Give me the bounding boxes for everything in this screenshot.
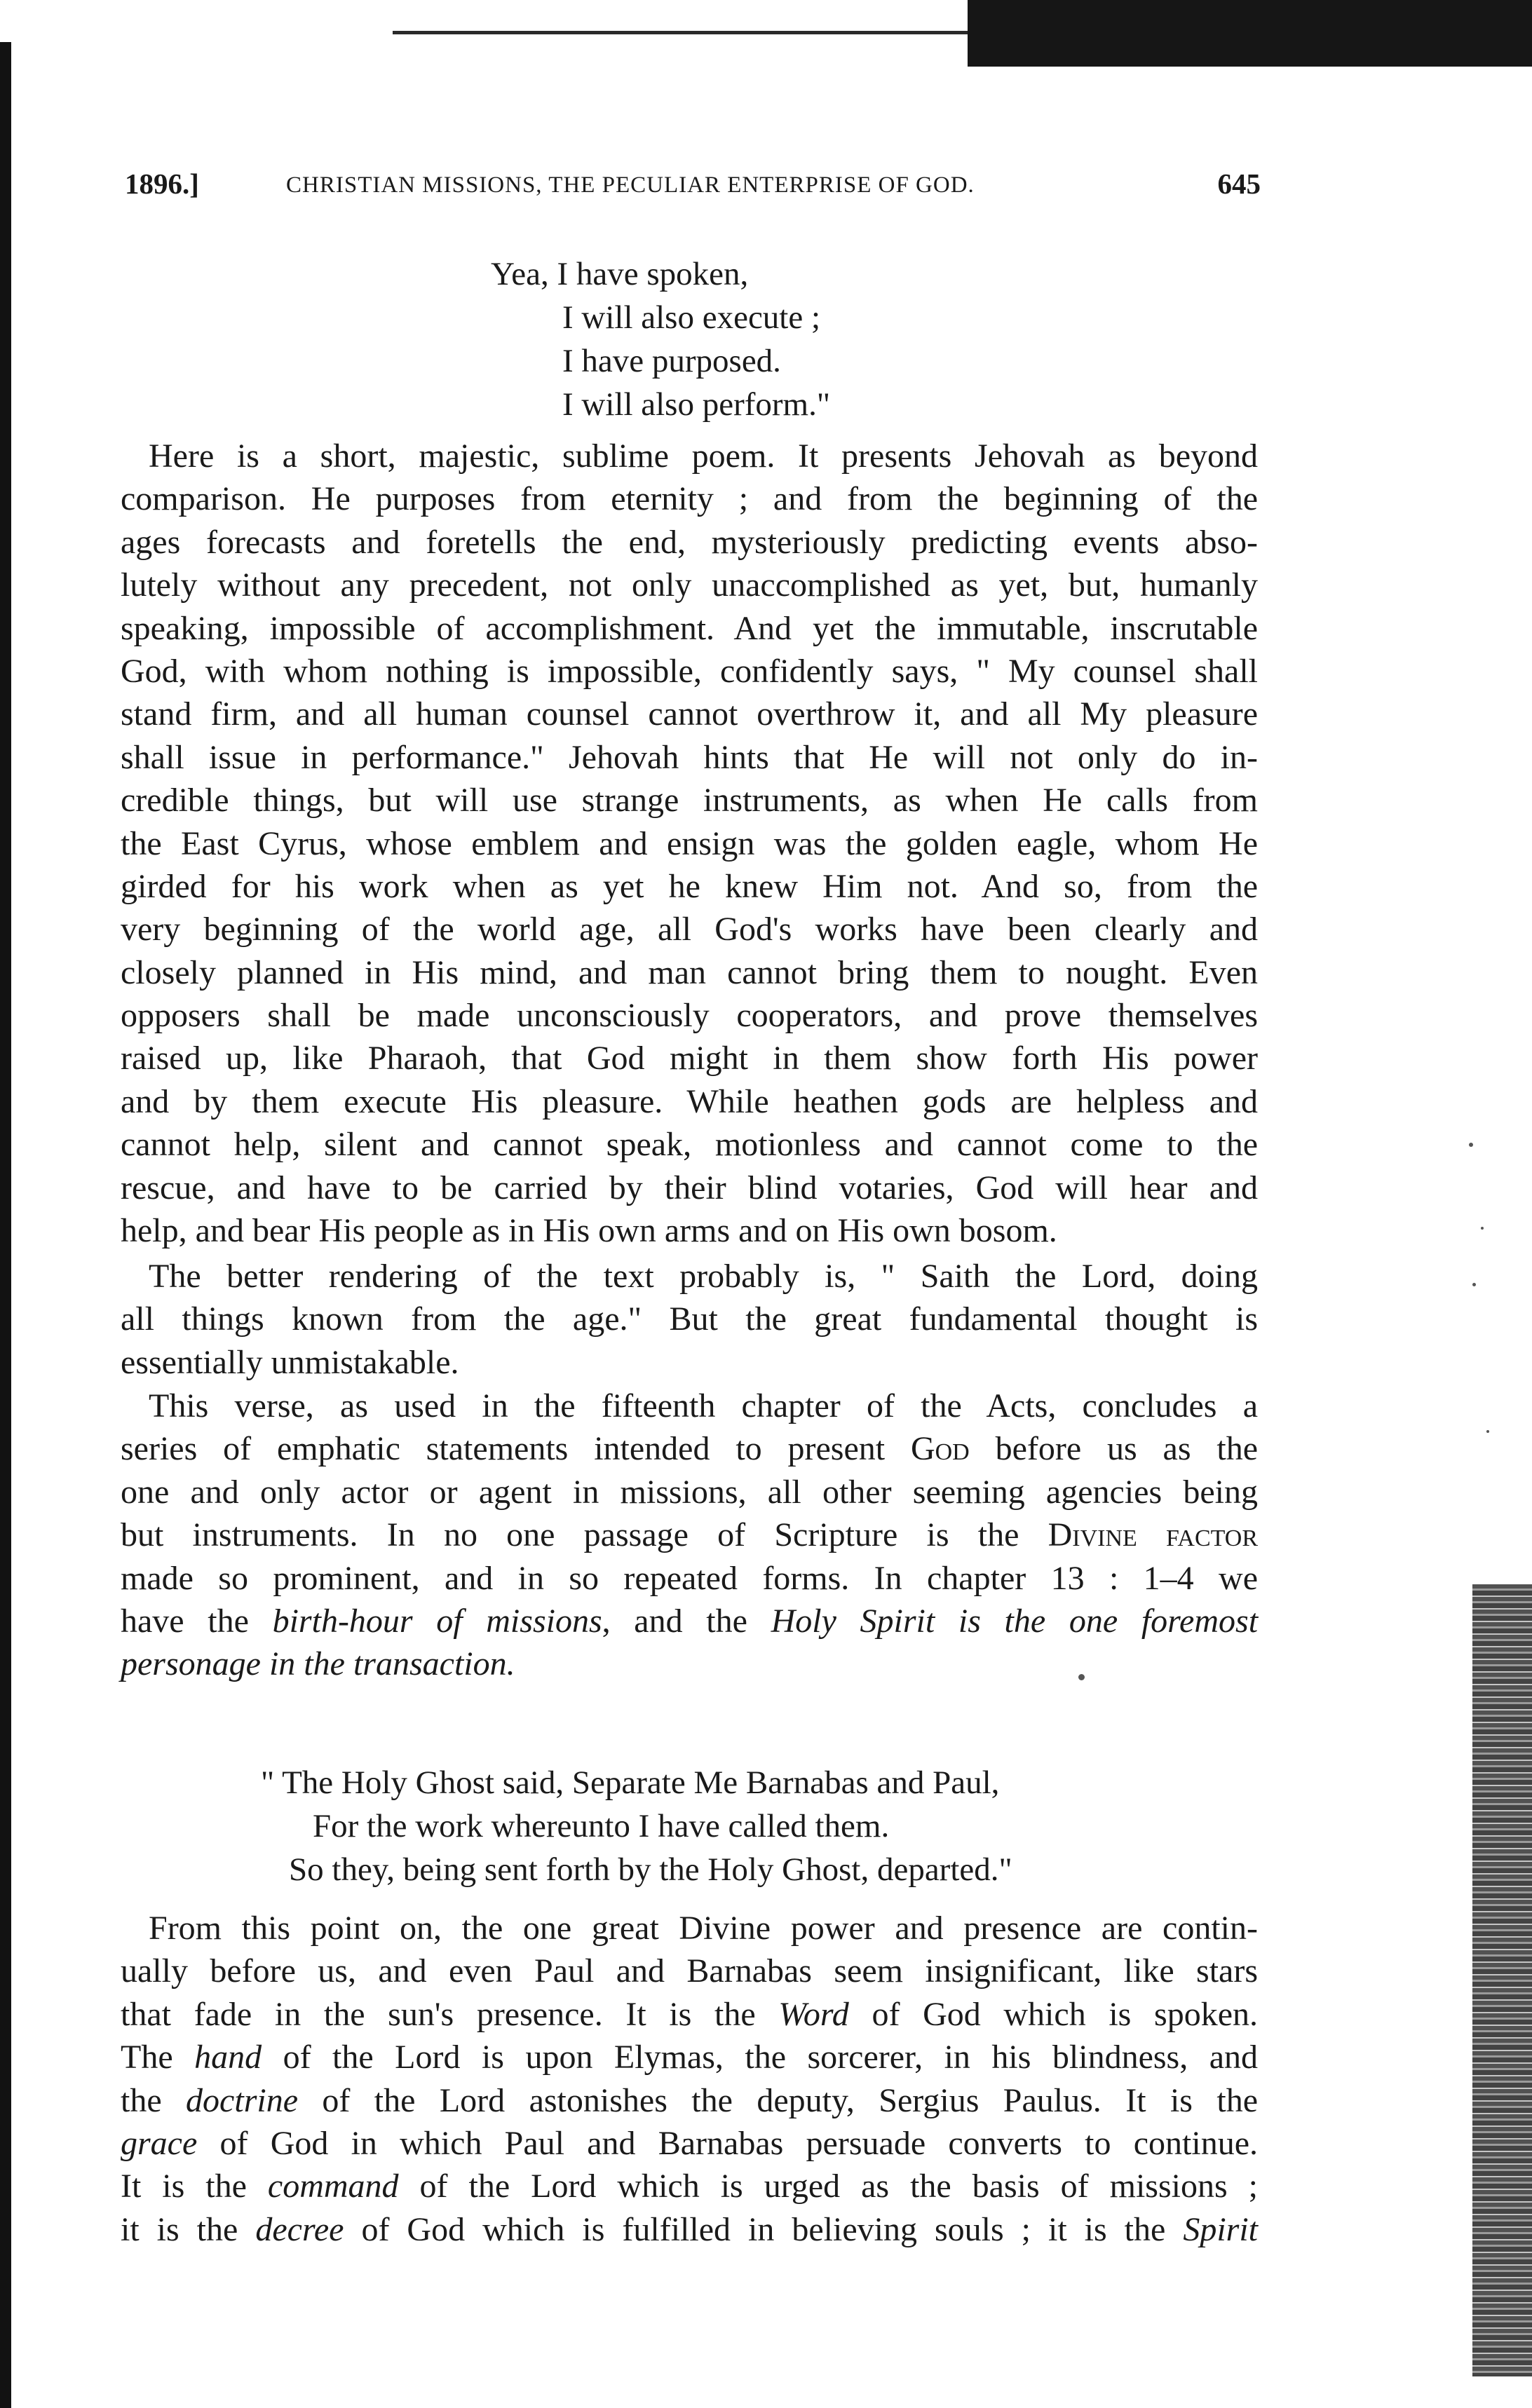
text-line: essentially unmistakable. xyxy=(121,1343,459,1381)
scan-edge-left xyxy=(0,42,11,2408)
text-run: of the Lord astonishes the deputy, Sergius Paulus. It is the xyxy=(322,2081,1258,2119)
text-line: help, and bear His people as in His own arms and on His own bosom. xyxy=(121,1212,1057,1250)
text-line: shall issue in performance." Jehovah hints that He will not only do in- xyxy=(121,738,1258,776)
verse-line: I will also perform." xyxy=(562,386,831,423)
text-line: ually before us, and even Paul and Barnabas seem insignificant, like stars xyxy=(121,1952,1258,1990)
italic-doctrine: doctrine xyxy=(186,2081,299,2119)
text-line: From this point on, the one great Divine power and presence are contin- xyxy=(149,1910,1258,1947)
page-number: 645 xyxy=(1217,168,1261,200)
text-run: of the Lord is upon Elymas, the sorcerer, in his blindness, and xyxy=(283,2039,1259,2076)
text-run: series of emphatic statements intended to present xyxy=(121,1430,886,1468)
italic-personage: personage in the transaction. xyxy=(121,1645,515,1683)
verse-line: For the work whereunto I have called them. xyxy=(313,1808,890,1844)
text-line xyxy=(121,2122,1258,2165)
text-line xyxy=(121,2208,1258,2251)
text-line: rescue, and have to be carried by their blind votaries, God will hear and xyxy=(121,1169,1258,1206)
text-line xyxy=(121,1427,1258,1470)
verse-line: I have purposed. xyxy=(562,343,781,379)
text-run: it is the xyxy=(121,2210,238,2248)
text-line: the East Cyrus, whose emblem and ensign was the golden eagle, whom He xyxy=(121,824,1258,862)
text-run: of God which is fulfilled in believing souls ; it is the xyxy=(361,2210,1166,2248)
header-title: CHRISTIAN MISSIONS, THE PECULIAR ENTERPRISE OF GOD. xyxy=(286,172,975,198)
italic-decree: decree xyxy=(255,2210,344,2248)
text-line xyxy=(121,1642,1258,1685)
text-run: of the Lord which is urged as the basis of missions ; xyxy=(419,2168,1258,2205)
text-run: , and the xyxy=(602,1602,747,1640)
text-line: made so prominent, and in so repeated forms. In chapter 13 : 1–4 we xyxy=(121,1559,1258,1597)
text-line xyxy=(121,1513,1258,1556)
text-line: one and only actor or agent in missions, all other seeming agencies being xyxy=(121,1473,1258,1511)
text-line: comparison. He purposes from eternity ; and from the beginning of the xyxy=(121,480,1258,518)
text-line xyxy=(121,2165,1258,2208)
text-line: credible things, but will use strange instruments, as when He calls from xyxy=(121,782,1258,819)
text-line: all things known from the age." But the great fundamental thought is xyxy=(121,1300,1258,1338)
text-run: have the xyxy=(121,1602,249,1640)
text-line: cannot help, silent and cannot speak, motionless and cannot come to the xyxy=(121,1126,1258,1164)
text-line: This verse, as used in the fifteenth chapter of the Acts, concludes a xyxy=(149,1387,1258,1424)
text-run: but instruments. In no one passage of Scripture is the xyxy=(121,1516,1019,1554)
divine-factor-small-caps: Divine factor xyxy=(1048,1516,1259,1554)
scan-speck xyxy=(1472,1283,1476,1286)
text-line: opposers shall be made unconsciously cooperators, and prove themselves xyxy=(121,997,1258,1035)
text-line: and by them execute His pleasure. While heathen gods are helpless and xyxy=(121,1082,1258,1120)
paragraph-2 xyxy=(121,1255,1258,1384)
italic-grace: grace xyxy=(121,2124,198,2162)
text-run: of God which is spoken. xyxy=(872,1995,1259,2033)
text-run: of God in which Paul and Barnabas persuade converts to continue. xyxy=(219,2124,1259,2162)
italic-command: command xyxy=(267,2168,399,2205)
paragraph-4 xyxy=(121,1907,1258,2251)
text-line: closely planned in His mind, and man cannot bring them to nought. Even xyxy=(121,953,1258,991)
text-line: stand firm, and all human counsel cannot overthrow it, and all My pleasure xyxy=(121,695,1258,733)
paragraph-3 xyxy=(121,1385,1258,1686)
header-year: 1896.] xyxy=(125,168,199,200)
text-line: raised up, like Pharaoh, that God might in them show forth His power xyxy=(121,1040,1258,1077)
paragraph-1 xyxy=(121,435,1258,1252)
scan-speck xyxy=(1486,1430,1489,1433)
scan-speck xyxy=(1469,1143,1473,1147)
text-run: before us as the xyxy=(995,1430,1258,1468)
text-run: The xyxy=(121,2039,173,2076)
text-line: girded for his work when as yet he knew Him not. And so, from the xyxy=(121,867,1258,905)
scan-edge-right xyxy=(1472,1584,1532,2376)
verse-line: Yea, I have spoken, xyxy=(491,256,749,292)
italic-birth-hour: birth-hour of missions xyxy=(272,1602,602,1640)
text-line xyxy=(121,1600,1258,1642)
text-line xyxy=(121,1993,1258,2036)
text-line xyxy=(121,2079,1258,2122)
text-line: speaking, impossible of accomplishment. And yet the immutable, inscrutable xyxy=(121,609,1258,647)
verse-line: So they, being sent forth by the Holy Ghost, departed." xyxy=(289,1851,1012,1888)
scan-speck xyxy=(1481,1227,1484,1230)
text-line: very beginning of the world age, all God's works have been clearly and xyxy=(121,911,1258,948)
italic-hand: hand xyxy=(194,2039,262,2076)
text-run: the xyxy=(121,2081,162,2119)
scan-edge-top xyxy=(968,0,1532,67)
text-line: Here is a short, majestic, sublime poem. It presents Jehovah as beyond xyxy=(149,437,1258,475)
text-line: lutely without any precedent, not only unaccomplished as yet, but, humanly xyxy=(121,566,1258,604)
italic-word: Word xyxy=(778,1995,849,2033)
text-line xyxy=(121,2036,1258,2079)
text-line: God, with whom nothing is impossible, confidently says, " My counsel shall xyxy=(121,652,1258,690)
text-run: It is the xyxy=(121,2168,247,2205)
verse-line: " The Holy Ghost said, Separate Me Barnabas and Paul, xyxy=(261,1764,1000,1801)
text-line: The better rendering of the text probably is, " Saith the Lord, doing xyxy=(149,1258,1258,1295)
text-line: ages forecasts and foretells the end, mysteriously predicting events abso- xyxy=(121,523,1258,561)
italic-holy-spirit: Holy Spirit is the one foremost xyxy=(771,1602,1259,1640)
god-small-caps: God xyxy=(910,1430,970,1468)
verse-line: I will also execute ; xyxy=(562,299,821,336)
text-run: that fade in the sun's presence. It is the xyxy=(121,1995,756,2033)
running-header xyxy=(125,167,1261,209)
scan-rule-top xyxy=(393,31,975,34)
italic-spirit: Spirit xyxy=(1183,2210,1259,2248)
